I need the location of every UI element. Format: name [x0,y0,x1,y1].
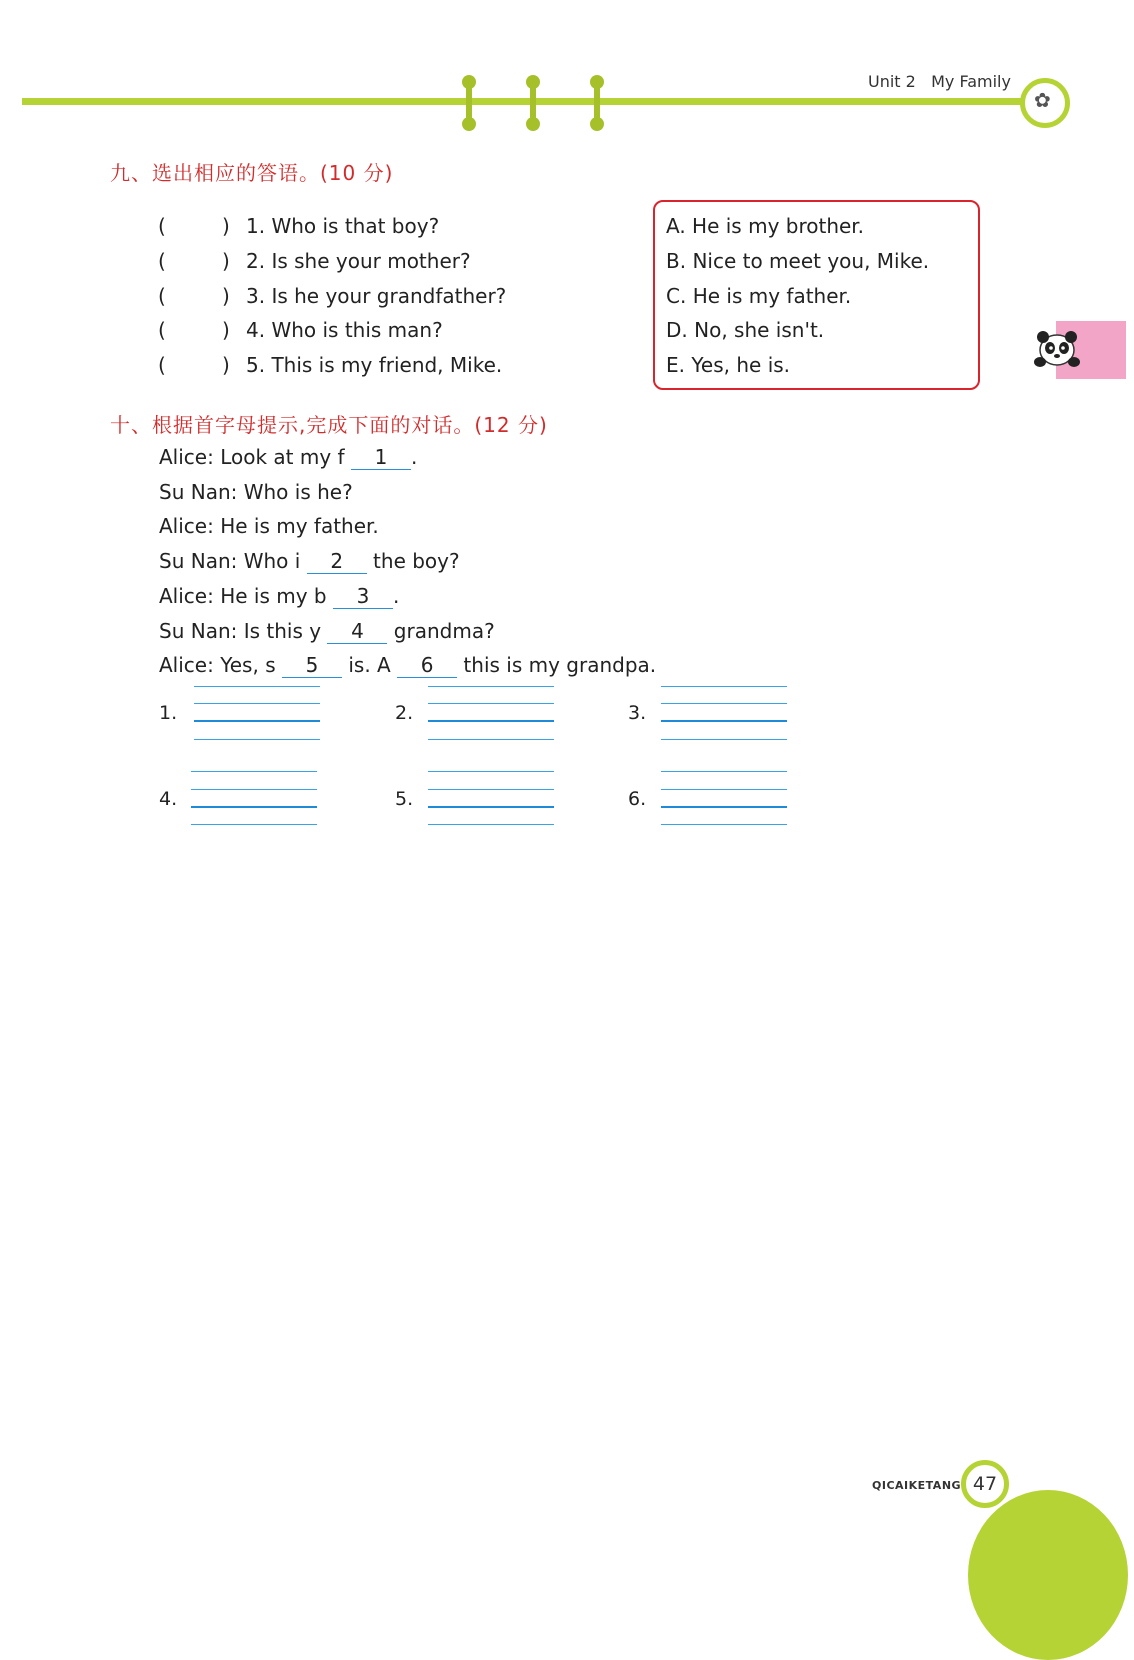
fill-blank[interactable] [333,584,393,609]
writing-line [661,703,787,704]
question-number: 1. [246,214,266,238]
answer-paren-close: ) [222,318,230,342]
writing-label: 1. [159,702,178,724]
dialogue-text: Su Nan: Who i [159,549,301,573]
question-text: Who is this man? [271,318,443,342]
header-bar [22,98,1032,105]
dialogue-line [159,480,353,504]
dialogue-text: Su Nan: Who is he? [159,480,353,504]
writing-baseline [428,720,554,722]
writing-line [661,739,787,740]
panda-icon [1034,330,1080,368]
section-9-title: 九、选出相应的答语。(10 分) [110,161,394,185]
dialogue-text: is. A [341,653,391,677]
writing-label: 2. [395,702,414,724]
answer-option [666,353,790,377]
answer-option [666,214,864,238]
blank-number: 5 [305,653,319,677]
binder-ring [530,81,536,125]
unit-label [868,72,1011,91]
answer-paren-open: ( [158,353,166,377]
writing-line [661,789,787,790]
unit-number: Unit 2 [868,72,916,91]
answer-paren-open: ( [158,318,166,342]
dialogue-text: the boy? [366,549,460,573]
dialogue-text: Alice: He is my father. [159,514,379,538]
question-item [246,284,506,308]
fill-blank[interactable] [282,653,342,678]
answer-paren-close: ) [222,353,230,377]
question-number: 5. [246,353,266,377]
writing-line [428,686,554,687]
writing-line [191,771,317,772]
writing-line [191,789,317,790]
writing-baseline [194,720,320,722]
answer-option [666,318,824,342]
dialogue-text: grandma? [387,619,495,643]
dialogue-line [159,619,495,644]
writing-line [194,686,320,687]
writing-baseline [661,806,787,808]
writing-label: 5. [395,788,414,810]
binder-ring [466,81,472,125]
fill-blank[interactable] [327,619,387,644]
answer-paren-open: ( [158,284,166,308]
question-item [246,353,502,377]
cartoon-icon: ✿ [1034,88,1051,112]
writing-line [661,771,787,772]
dialogue-line [159,445,417,470]
option-letter: A. [666,214,686,238]
option-text: Nice to meet you, Mike. [692,249,930,273]
dialogue-text: . [392,584,400,608]
answer-option [666,284,851,308]
dialogue-line [159,514,379,538]
writing-line [191,824,317,825]
writing-label: 6. [628,788,647,810]
option-letter: E. [666,353,685,377]
unit-title: My Family [931,72,1011,91]
writing-line [428,739,554,740]
writing-line [661,824,787,825]
question-item [246,214,439,238]
question-text: Is she your mother? [271,249,471,273]
question-number: 3. [246,284,266,308]
option-text: No, she isn't. [694,318,825,342]
option-text: He is my brother. [692,214,865,238]
dialogue-line [159,584,399,609]
writing-line [428,824,554,825]
option-letter: D. [666,318,688,342]
blank-number: 6 [420,653,434,677]
question-text: Who is that boy? [271,214,440,238]
brand-label: QICAIKETANG [872,1479,962,1492]
writing-label: 3. [628,702,647,724]
writing-line [194,739,320,740]
blank-number: 4 [351,619,364,643]
binder-ring [594,81,600,125]
page-number: 47 [961,1460,1009,1508]
question-text: Is he your grandfather? [271,284,507,308]
question-item [246,318,443,342]
blank-number: 2 [330,549,344,573]
dialogue-text: Alice: Yes, s [159,653,276,677]
question-number: 4. [246,318,266,342]
answer-option [666,249,929,273]
writing-line [428,771,554,772]
writing-line [428,789,554,790]
blank-number: 3 [356,584,370,608]
option-letter: B. [666,249,687,273]
dialogue-line [159,653,656,678]
question-text: This is my friend, Mike. [271,353,503,377]
writing-line [428,703,554,704]
question-item [246,249,471,273]
option-text: He is my father. [692,284,852,308]
dialogue-text: Alice: Look at my f [159,445,345,469]
writing-baseline [191,806,317,808]
answer-paren-close: ) [222,249,230,273]
dialogue-text: . [410,445,418,469]
question-number: 2. [246,249,266,273]
option-text: Yes, he is. [691,353,791,377]
fill-blank[interactable] [307,549,367,574]
option-letter: C. [666,284,687,308]
decorative-circle [968,1490,1128,1660]
answer-paren-open: ( [158,249,166,273]
writing-line [194,703,320,704]
answer-paren-close: ) [222,214,230,238]
writing-label: 4. [159,788,178,810]
section-10-title: 十、根据首字母提示,完成下面的对话。(12 分) [110,413,548,437]
writing-baseline [661,720,787,722]
dialogue-text: Alice: He is my b [159,584,327,608]
answer-paren-close: ) [222,284,230,308]
fill-blank[interactable] [397,653,457,678]
blank-number: 1 [374,445,388,469]
dialogue-text: this is my grandpa. [457,653,657,677]
dialogue-line [159,549,460,574]
fill-blank[interactable] [351,445,411,470]
writing-line [661,686,787,687]
answer-paren-open: ( [158,214,166,238]
dialogue-text: Su Nan: Is this y [159,619,322,643]
writing-baseline [428,806,554,808]
